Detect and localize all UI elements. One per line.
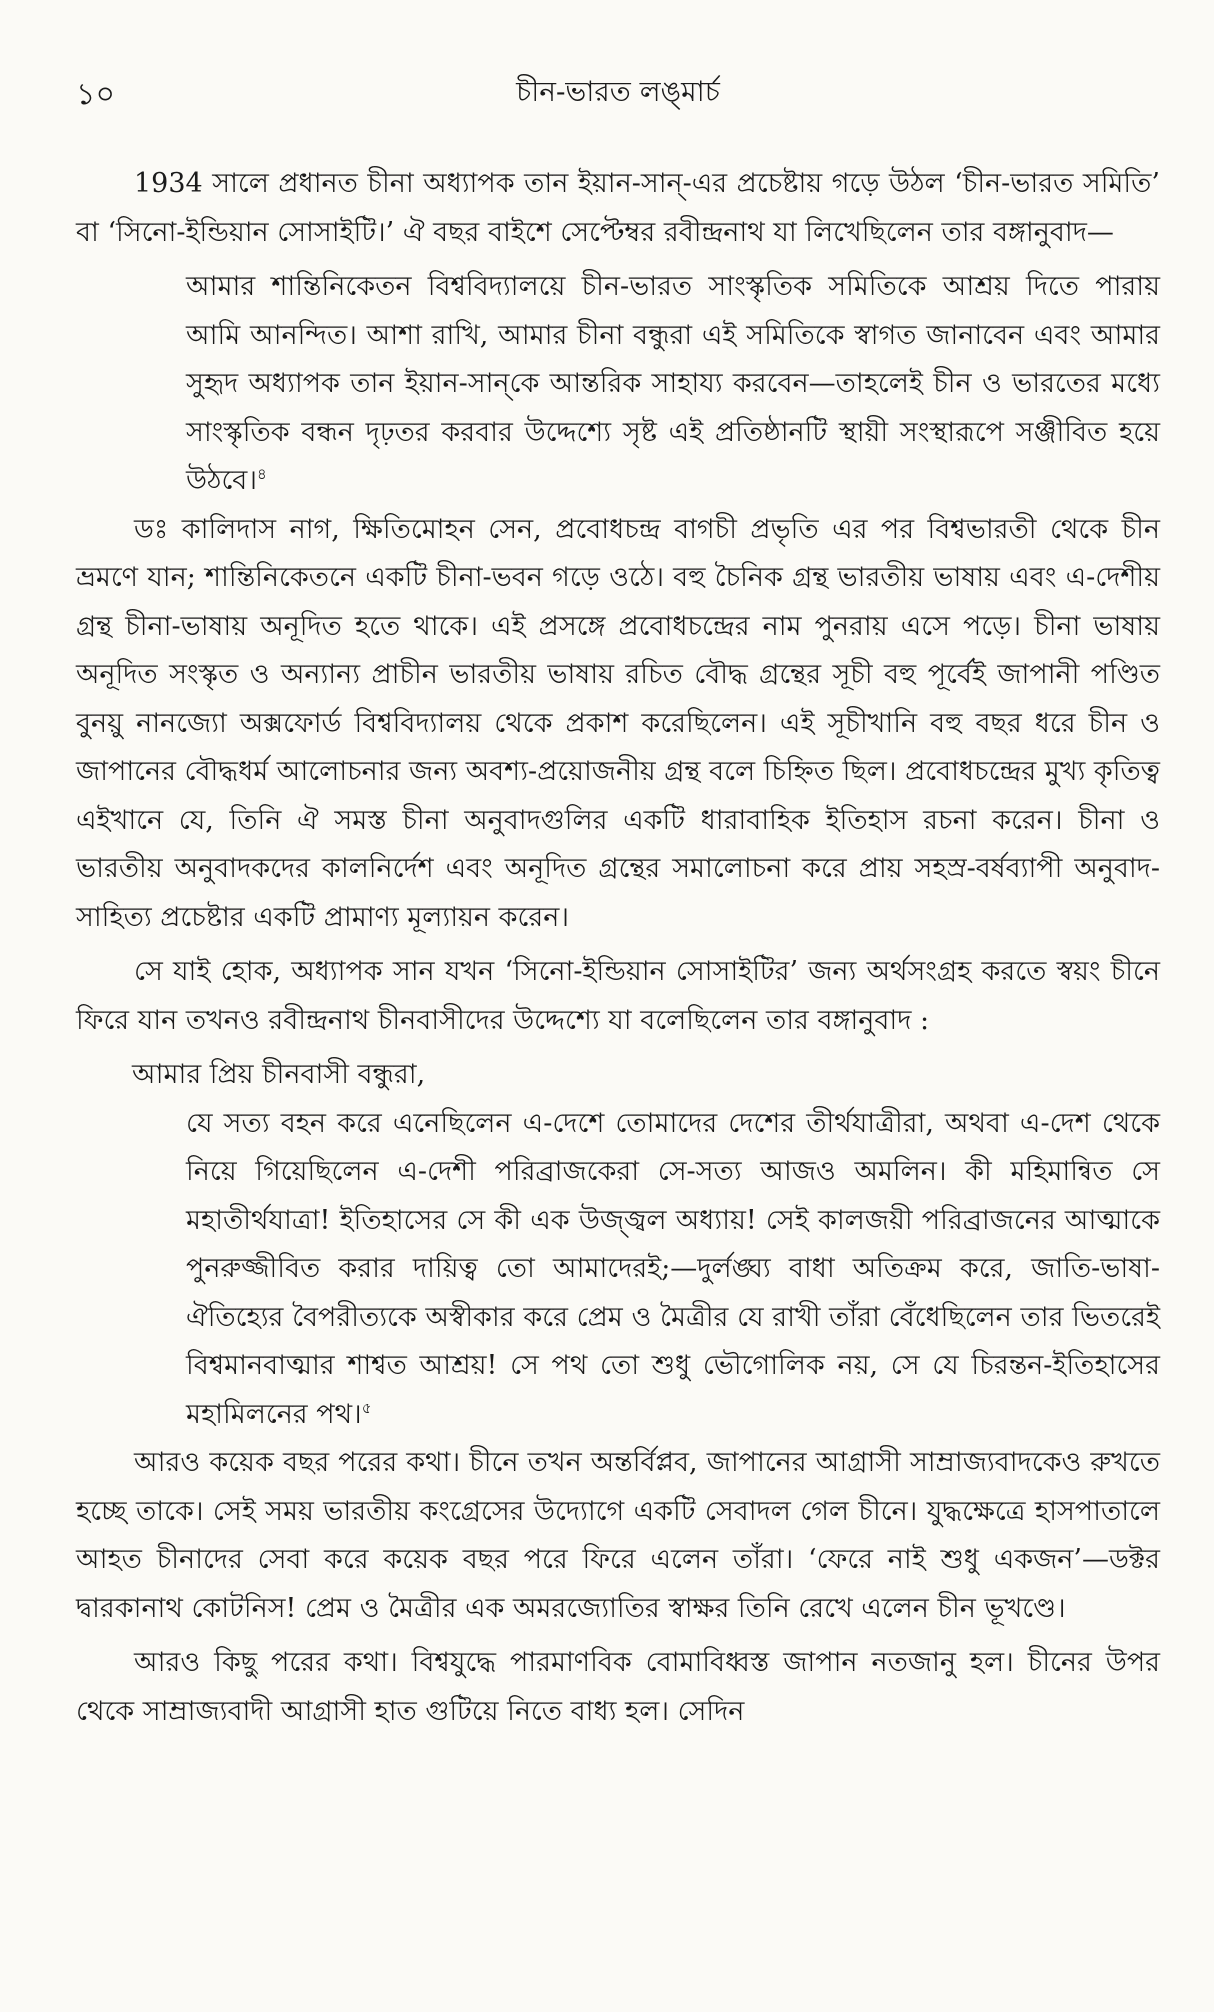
quote-2 [186, 1100, 1160, 1440]
paragraph-4: আরও কয়েক বছর পরের কথা। চীনে তখন অন্তর্বিপ্লব, জাপানের আগ্রাসী সাম্রাজ্যবাদকেও রুখতে হচ্ছে তাকে। সেই সময় ভারতীয় কংগ্রেসের উদ্যোগে একটি সেবাদল গেল চীনে। যুদ্ধক্ষেত্রে হাসপাতালে আহত চীনাদের সেবা করে কয়েক বছর পরে ফিরে এলেন তাঁরা। ‘ফেরে নাই শুধু একজন’—ডক্টর দ্বারকানাথ কোটনিস! প্রেম ও মৈত্রীর এক অমরজ্যোতির স্বাক্ষর তিনি রেখে এলেন চীন ভূখণ্ডে। [76, 1447, 1160, 1624]
running-title: চীন-ভারত লঙ্‌মার্চ [516, 75, 720, 108]
paragraph-5: আরও কিছু পরের কথা। বিশ্বযুদ্ধে পারমাণবিক বোমাবিধ্বস্ত জাপান নতজানু হল। চীনের উপর থেকে সাম্রাজ্যবাদী আগ্রাসী হাত গুটিয়ে নিতে বাধ্য হল। সেদিন [76, 1647, 1160, 1727]
salutation: আমার প্রিয় চীনবাসী বন্ধুরা, [132, 1059, 426, 1090]
footnote-marker-5: ৫ [361, 1398, 372, 1417]
quote-2-text: যে সত্য বহন করে এনেছিলেন এ-দেশে তোমাদের দেশের তীর্থযাত্রীরা, অথবা এ-দেশ থেকে নিয়ে গিয়েছিলেন এ-দেশী পরিব্রাজকেরা সে-সত্য আজও অমলিন। কী মহিমান্বিত সে মহাতীর্থযাত্রা! ইতিহাসের সে কী এক উজ্জ্বল অধ্যায়! সেই কালজয়ী পরিব্রাজনের আত্মাকে পুনরুজ্জীবিত করার দায়িত্ব তো আমাদেরই;—দুর্লঙ্ঘ্য বাধা অতিক্রম করে, জাতি-ভাষা-ঐতিহ্যের বৈপরীত্যকে অস্বীকার করে প্রেম ও মৈত্রীর যে রাখী তাঁরা বেঁধেছিলেন তার ভিতরেই বিশ্বমানবাত্মার শাশ্বত আশ্রয়! সে পথ তো শুধু ভৌগোলিক নয়, সে যে চিরন্তন-ইতিহাসের মহামিলনের পথ। [186, 1107, 1160, 1430]
paragraph-2: ডঃ কালিদাস নাগ, ক্ষিতিমোহন সেন, প্রবোধচন্দ্র বাগচী প্রভৃতি এর পর বিশ্বভারতী থেকে চীন ভ্রমণে যান; শান্তিনিকেতনে একটি চীনা-ভবন গড়ে ওঠে। বহু চৈনিক গ্রন্থ ভারতীয় ভাষায় এবং এ-দেশীয় গ্রন্থ চীনা-ভাষায় অনূদিত হতে থাকে। এই প্রসঙ্গে প্রবোধচন্দ্রের নাম পুনরায় এসে পড়ে। চীনা ভাষায় অনূদিত সংস্কৃত ও অন্যান্য প্রাচীন ভারতীয় ভাষায় রচিত বৌদ্ধ গ্রন্থের সূচী বহু পূর্বেই জাপানী পণ্ডিত বুনয়ু নানজ্যো অক্সফোর্ড বিশ্ববিদ্যালয় থেকে প্রকাশ করেছিলেন। এই সূচীখানি বহু বছর ধরে চীন ও জাপানের বৌদ্ধধর্ম আলোচনার জন্য অবশ্য-প্রয়োজনীয় গ্রন্থ বলে চিহ্নিত ছিল। প্রবোধচন্দ্রের মুখ্য কৃতিত্ব এইখানে যে, তিনি ঐ সমস্ত চীনা অনুবাদগুলির একটি ধারাবাহিক ইতিহাস রচনা করেন। চীনা ও ভারতীয় অনুবাদকদের কালনির্দেশ এবং অনূদিত গ্রন্থের সমালোচনা করে প্রায় সহস্র-বর্ষব্যাপী অনুবাদ-সাহিত্য প্রচেষ্টার একটি প্রামাণ্য মূল্যায়ন করেন। [76, 513, 1160, 933]
paragraph-3: সে যাই হোক, অধ্যাপক সান যখন ‘সিনো-ইন্ডিয়ান সোসাইটির’ জন্য অর্থসংগ্রহ করতে স্বয়ং চীনে ফিরে যান তখনও রবীন্দ্রনাথ চীনবাসীদের উদ্দেশ্যে যা বলেছিলেন তার বঙ্গানুবাদ : [76, 956, 1160, 1036]
quote-1 [186, 263, 1160, 506]
quote-1-text: আমার শান্তিনিকেতন বিশ্ববিদ্যালয়ে চীন-ভারত সাংস্কৃতিক সমিতিকে আশ্রয় দিতে পারায় আমি আনন্দিত। আশা রাখি, আমার চীনা বন্ধুরা এই সমিতিকে স্বাগত জানাবেন এবং আমার সুহৃদ অধ্যাপক তান ইয়ান-সান্‌কে আন্তরিক সাহায্য করবেন—তাহলেই চীন ও ভারতের মধ্যে সাংস্কৃতিক বন্ধন দৃঢ়তর করবার উদ্দেশ্যে সৃষ্ট এই প্রতিষ্ঠানটি স্থায়ী সংস্থারূপে সঞ্জীবিত হয়ে উঠবে। [186, 271, 1160, 496]
paragraph-1: 1934 সালে প্রধানত চীনা অধ্যাপক তান ইয়ান-সান্‌-এর প্রচেষ্টায় গড়ে উঠল ‘চীন-ভারত সমিতি’ বা ‘সিনো-ইন্ডিয়ান সোসাইটি।’ ঐ বছর বাইশে সেপ্টেম্বর রবীন্দ্রনাথ যা লিখেছিলেন তার বঙ্গানুবাদ— [76, 168, 1160, 248]
page-number: ১০ [76, 77, 115, 112]
footnote-marker-4: ৪ [257, 465, 267, 483]
page-header [76, 70, 1160, 126]
